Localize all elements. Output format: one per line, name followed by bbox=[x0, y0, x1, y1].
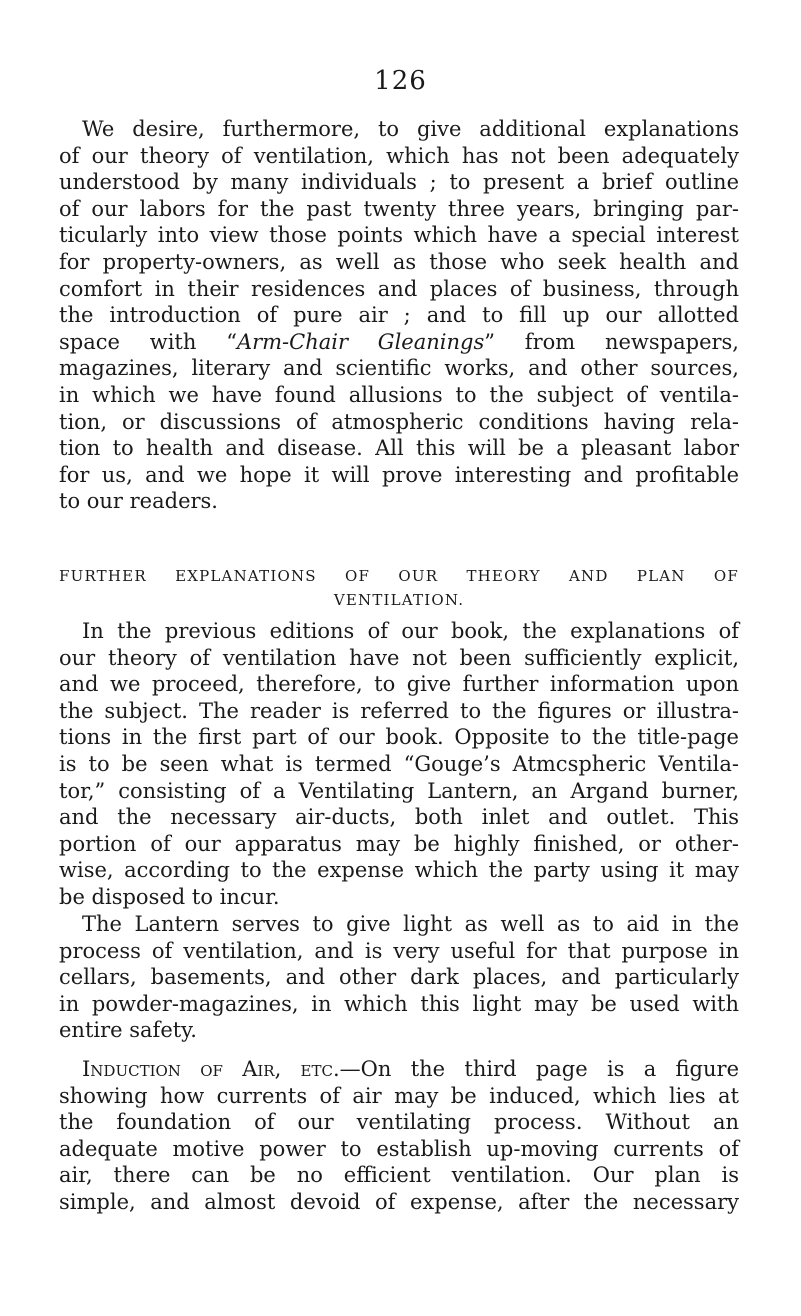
text-line: tor,” consisting of a Ventilating Lantern, an Argand burner, bbox=[59, 778, 739, 803]
text-line: wise, according to the expense which the party using it may bbox=[59, 858, 739, 883]
text-line bbox=[59, 1056, 739, 1083]
text-fragment: space with bbox=[59, 329, 197, 354]
text-line: entire safety. bbox=[59, 1018, 197, 1043]
section-heading bbox=[59, 564, 739, 612]
text-fragment: —On the third page is a figure bbox=[339, 1057, 739, 1081]
text-line: In the previous editions of our book, the explanations of bbox=[82, 619, 739, 643]
heading-line: FURTHER EXPLANATIONS OF OUR THEORY AND PLAN OF bbox=[59, 567, 739, 585]
text-line: simple, and almost devoid of expense, after the necessary bbox=[59, 1189, 739, 1214]
text-line: tion, or discussions of atmospheric conditions having rela- bbox=[59, 409, 739, 434]
text-line: in powder-magazines, in which this light may be used with bbox=[59, 991, 739, 1016]
text-line: process of ventilation, and is very useful for that purpose in bbox=[59, 938, 739, 963]
paragraph-induction bbox=[59, 1056, 739, 1216]
text-line: the foundation of our ventilating process. Without an bbox=[59, 1110, 739, 1135]
text-line: portion of our apparatus may be highly finished, or other- bbox=[59, 831, 739, 856]
text-line: for property-owners, as well as those who seek health and bbox=[59, 249, 739, 274]
text-line: tions in the first part of our book. Opposite to the title-page bbox=[59, 725, 739, 750]
text-line: ticularly into view those points which have a special interest bbox=[59, 223, 739, 248]
book-title-italic: Arm-Chair Gleanings bbox=[236, 329, 485, 354]
text-line: the subject. The reader is referred to the figures or illustra- bbox=[59, 698, 739, 723]
text-line: of our labors for the past twenty three years, bringing par- bbox=[59, 196, 739, 221]
text-line: air, there can be no efficient ventilation. Our plan is bbox=[59, 1163, 739, 1188]
paragraph-lantern bbox=[59, 911, 739, 1044]
text-line: magazines, literary and scientific works, and other sources, bbox=[59, 356, 739, 381]
quoted-title: “Arm-Chair Gleanings” bbox=[226, 329, 495, 354]
page-number: 126 bbox=[374, 66, 427, 96]
text-line bbox=[59, 329, 739, 356]
paragraph-intro bbox=[59, 116, 739, 515]
text-line: is to be seen what is termed “Gouge’s Atmcspheric Ventila- bbox=[59, 751, 739, 776]
text-line: The Lantern serves to give light as well as to aid in the bbox=[82, 912, 739, 936]
heading-line: VENTILATION. bbox=[333, 591, 465, 609]
text-line: adequate motive power to establish up-moving currents of bbox=[59, 1136, 739, 1161]
text-line: and the necessary air-ducts, both inlet and outlet. This bbox=[59, 805, 739, 830]
text-line: to our readers. bbox=[59, 489, 218, 514]
text-line: cellars, basements, and other dark places, and particularly bbox=[59, 965, 739, 990]
text-line: in which we have found allusions to the subject of ventila- bbox=[59, 382, 739, 407]
text-line: our theory of ventilation have not been sufficiently explicit, bbox=[59, 645, 739, 670]
text-line: showing how currents of air may be induced, which lies at bbox=[59, 1083, 739, 1108]
text-line: We desire, furthermore, to give additional explanations bbox=[82, 117, 739, 141]
paragraph-explanations bbox=[59, 618, 739, 911]
text-line: tion to health and disease. All this will be a pleasant labor bbox=[59, 436, 739, 461]
text-line: be disposed to incur. bbox=[59, 884, 280, 909]
text-line: understood by many individuals ; to present a brief outline bbox=[59, 170, 739, 195]
run-in-heading: Induction of Air, etc. bbox=[82, 1057, 340, 1081]
text-line: comfort in their residences and places of business, through bbox=[59, 276, 739, 301]
text-line: the introduction of pure air ; and to fill up our allotted bbox=[59, 303, 739, 328]
text-line: for us, and we hope it will prove interesting and profitable bbox=[59, 462, 739, 487]
text-line: of our theory of ventilation, which has not been adequately bbox=[59, 143, 739, 168]
text-line: and we proceed, therefore, to give further information upon bbox=[59, 672, 739, 697]
text-fragment: from newspapers, bbox=[524, 329, 739, 354]
